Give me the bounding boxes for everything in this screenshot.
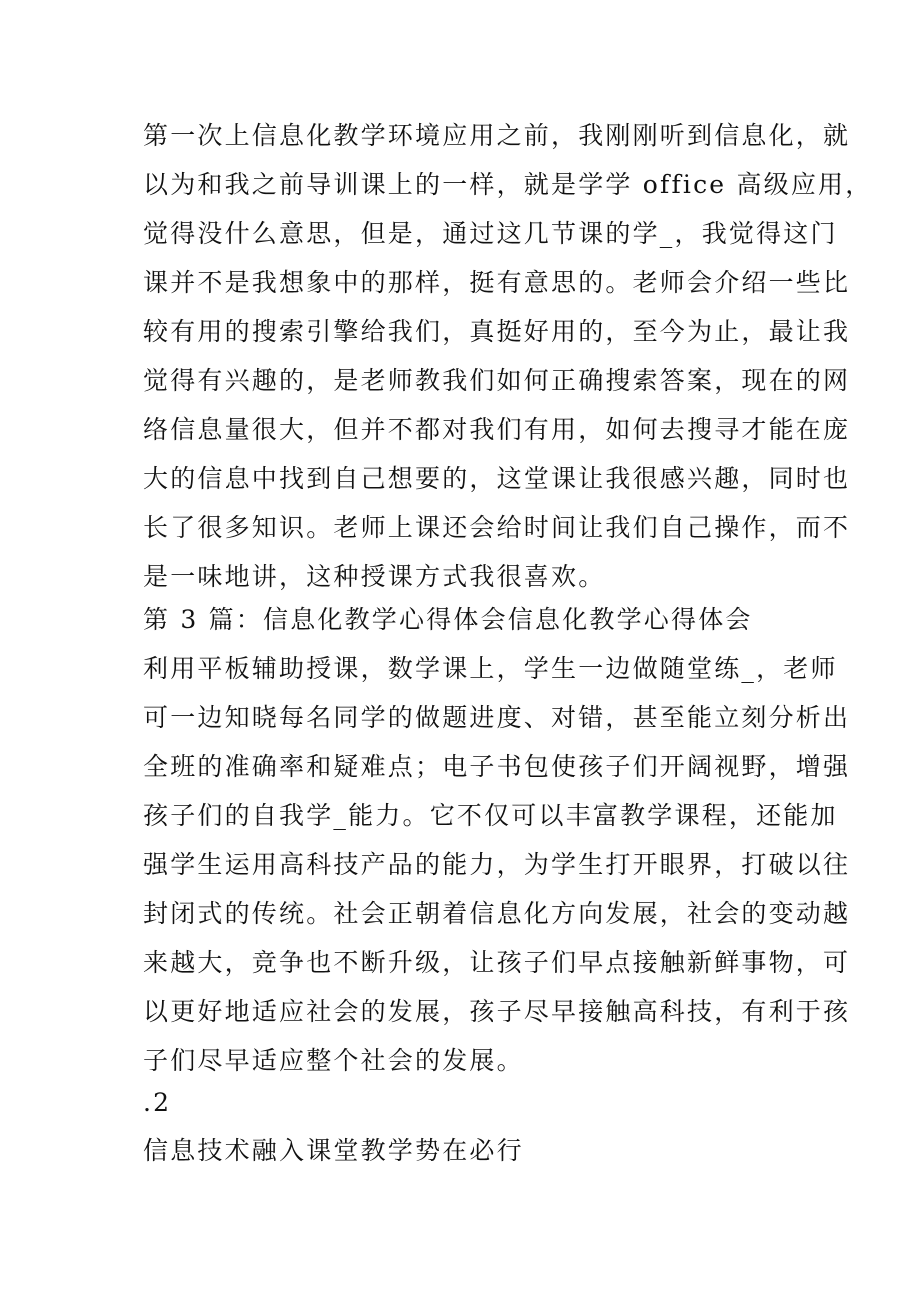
paragraph-2-line: 以更好地适应社会的发展，孩子尽早接触高科技，有利于孩 [143, 997, 851, 1026]
paragraph-2-line: 强学生运用高科技产品的能力，为学生打开眼界，打破以往 [143, 850, 851, 879]
paragraph-2-line: 来越大，竞争也不断升级，让孩子们早点接触新鲜事物，可 [143, 948, 851, 977]
paragraph-1-line: 较有用的搜索引擎给我们，真挺好用的，至今为止，最让我 [143, 317, 851, 346]
paragraph-1-line: 大的信息中找到自己想要的，这堂课让我很感兴趣，同时也 [143, 464, 851, 493]
paragraph-2-line: 可一边知晓每名同学的做题进度、对错，甚至能立刻分析出 [143, 703, 851, 732]
paragraph-1-line: 长了很多知识。老师上课还会给时间让我们自己操作，而不 [143, 513, 851, 542]
paragraph-1-line: 觉得没什么意思，但是，通过这几节课的学_，我觉得这门 [143, 219, 838, 248]
paragraph-1-line: 课并不是我想象中的那样，挺有意思的。老师会介绍一些比 [143, 268, 851, 297]
paragraph-2-line: 孩子们的自我学_能力。它不仅可以丰富教学课程，还能加 [143, 801, 838, 830]
paragraph-2-line: 全班的准确率和疑难点；电子书包使孩子们开阔视野，增强 [143, 752, 851, 781]
paragraph-1-line: 觉得有兴趣的，是老师教我们如何正确搜索答案，现在的网 [143, 366, 851, 395]
next-section-heading: 信息技术融入课堂教学势在必行 [143, 1136, 524, 1165]
section-heading: 第 3 篇：信息化教学心得体会信息化教学心得体会 [143, 605, 753, 634]
paragraph-2-line: 子们尽早适应整个社会的发展。 [143, 1046, 524, 1075]
paragraph-2-line: 利用平板辅助授课，数学课上，学生一边做随堂练_，老师 [143, 654, 838, 683]
paragraph-2-line: 封闭式的传统。社会正朝着信息化方向发展，社会的变动越 [143, 899, 851, 928]
paragraph-1-line: 是一味地讲，这种授课方式我很喜欢。 [143, 562, 606, 591]
paragraph-1-line: 第一次上信息化教学环境应用之前，我刚刚听到信息化，就 [143, 121, 851, 150]
paragraph-1-line: 络信息量很大，但并不都对我们有用，如何去搜寻才能在庞 [143, 415, 851, 444]
paragraph-1-line: 以为和我之前导训课上的一样，就是学学 office 高级应用， [143, 170, 873, 199]
page-marker: .2 [143, 1088, 172, 1117]
